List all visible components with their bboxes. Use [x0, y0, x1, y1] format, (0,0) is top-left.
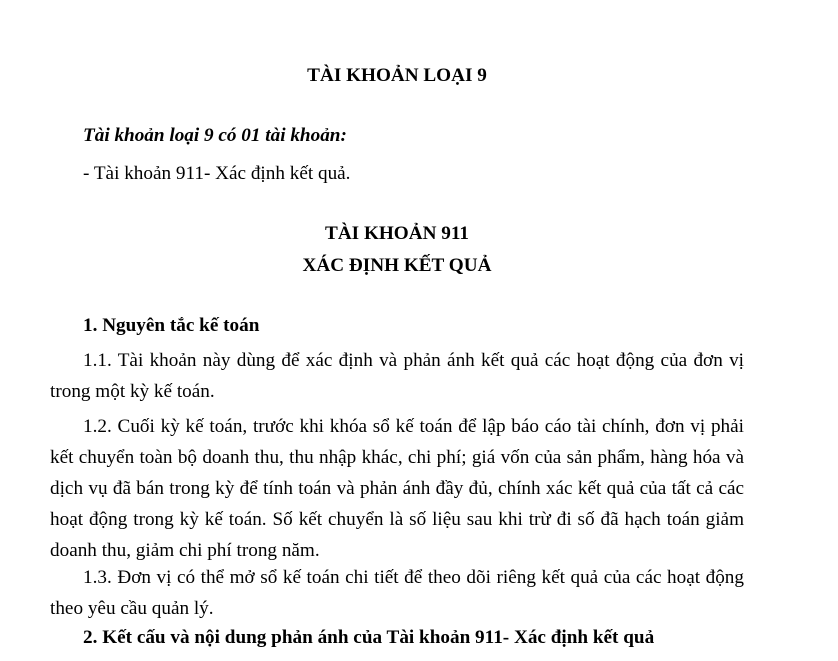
main-heading: TÀI KHOẢN LOẠI 9	[307, 65, 487, 86]
account-heading-title: XÁC ĐỊNH KẾT QUẢ	[302, 255, 492, 276]
section-1-title: 1. Nguyên tắc kế toán	[83, 315, 260, 336]
paragraph-1-3: 1.3. Đơn vị có thể mở sổ kế toán chi tiết để theo dõi riêng kết quả của các hoạt động theo yêu cầu quản lý.	[50, 567, 744, 619]
intro-list-item: - Tài khoản 911- Xác định kết quả.	[83, 163, 351, 184]
paragraph-1-2: 1.2. Cuối kỳ kế toán, trước khi khóa sổ kế toán để lập báo cáo tài chính, đơn vị phải kết chuyển toàn bộ doanh thu, thu nhập khác, chi phí; giá vốn của sản phẩm, hàng hóa và dịch vụ đã bán trong kỳ để tính toán và phản ánh đầy đủ, chính xác kết quả của tất cả các hoạt động trong kỳ kế toán. Số kết chuyển là số liệu sau khi trừ đi số đã hạch toán giảm doanh thu, giảm chi phí trong năm.	[50, 416, 744, 561]
paragraph-1-1: 1.1. Tài khoản này dùng để xác định và phản ánh kết quả các hoạt động của đơn vị trong một kỳ kế toán.	[50, 350, 744, 402]
intro-italic-line: Tài khoản loại 9 có 01 tài khoản:	[83, 125, 347, 146]
section-2-title: 2. Kết cấu và nội dung phản ánh của Tài khoản 911- Xác định kết quả	[83, 627, 655, 648]
account-heading-number: TÀI KHOẢN 911	[325, 223, 469, 244]
